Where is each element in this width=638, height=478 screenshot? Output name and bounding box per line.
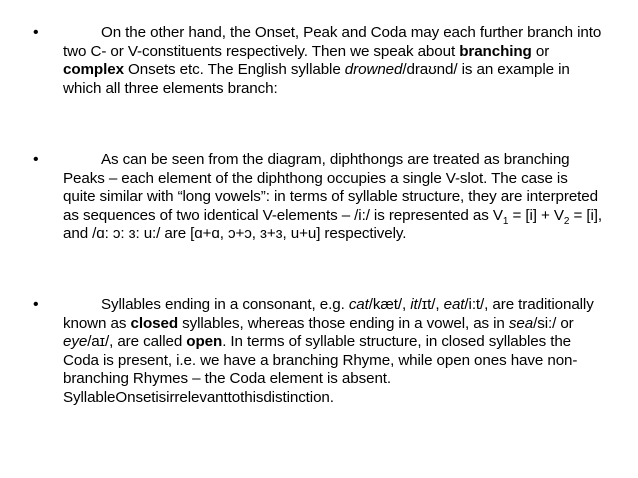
bold-term-branching: branching — [459, 42, 532, 60]
text-run: or — [531, 42, 550, 60]
text-run: /ɪt/, — [417, 296, 444, 313]
bullet-marker: • — [33, 296, 39, 313]
text-run: As can be seen from the diagram, diphthongs are treated as branching Peaks – each element of the diphthong occupies a single V-slot. The case is quite similar with “long vowels”: in terms of syllable structure, they are interpreted as sequences of two identical V-elements – /i:/ is represented as V — [63, 151, 598, 224]
text-run: . In terms of syllable structure, in closed syllables the Coda is present, i.e. we have a branching Rhyme, while open ones have non-branching Rhymes – the Coda element is absent. SyllableOnsetisirrelevanttothisdistinction. — [63, 333, 578, 406]
text-run: /kæt/, — [368, 296, 411, 313]
text-run: syllables, whereas those ending in a vowel, as in — [178, 314, 509, 332]
bold-term-closed: closed — [130, 314, 178, 332]
bold-term-open: open — [186, 333, 223, 351]
bullet-marker: • — [33, 151, 39, 168]
text-run: = [i], and /ɑ: ɔ: ɜ: u:/ are [ɑ+ɑ, ɔ+ɔ, ɜ+ɜ, u+u] respectively. — [63, 206, 603, 243]
text-run: = [i] + V — [508, 206, 564, 224]
text-run: Onsets etc. The English syllable — [123, 61, 345, 79]
subscript-2: 2 — [563, 215, 570, 227]
italic-example-it: it — [410, 296, 418, 313]
text-run: On the other hand, the Onset, Peak and Coda may each further branch into two C- or V-constituents respectively. Then we speak about — [63, 24, 602, 60]
italic-example-eat: eat — [443, 296, 465, 313]
text-run: /i:t/, are traditionally known as — [63, 296, 594, 332]
bullet-paragraph — [63, 296, 603, 408]
bullet-paragraph — [63, 151, 603, 244]
italic-example-sea: sea — [508, 314, 534, 332]
italic-example-drowned: drowned — [344, 61, 403, 79]
subscript-1: 1 — [502, 215, 509, 227]
bullet-marker: • — [33, 24, 39, 41]
italic-example-eye: eye — [63, 333, 88, 351]
text-run: /draʊnd/ is an example in which all three elements branch: — [63, 61, 570, 97]
bold-term-complex: complex — [63, 61, 124, 79]
bullet-paragraph — [63, 24, 603, 98]
text-run: Syllables ending in a consonant, e.g. — [101, 296, 349, 313]
italic-example-cat: cat — [348, 296, 369, 313]
text-run: /aɪ/, are called — [87, 333, 187, 351]
text-run: /si:/ or — [533, 314, 574, 332]
